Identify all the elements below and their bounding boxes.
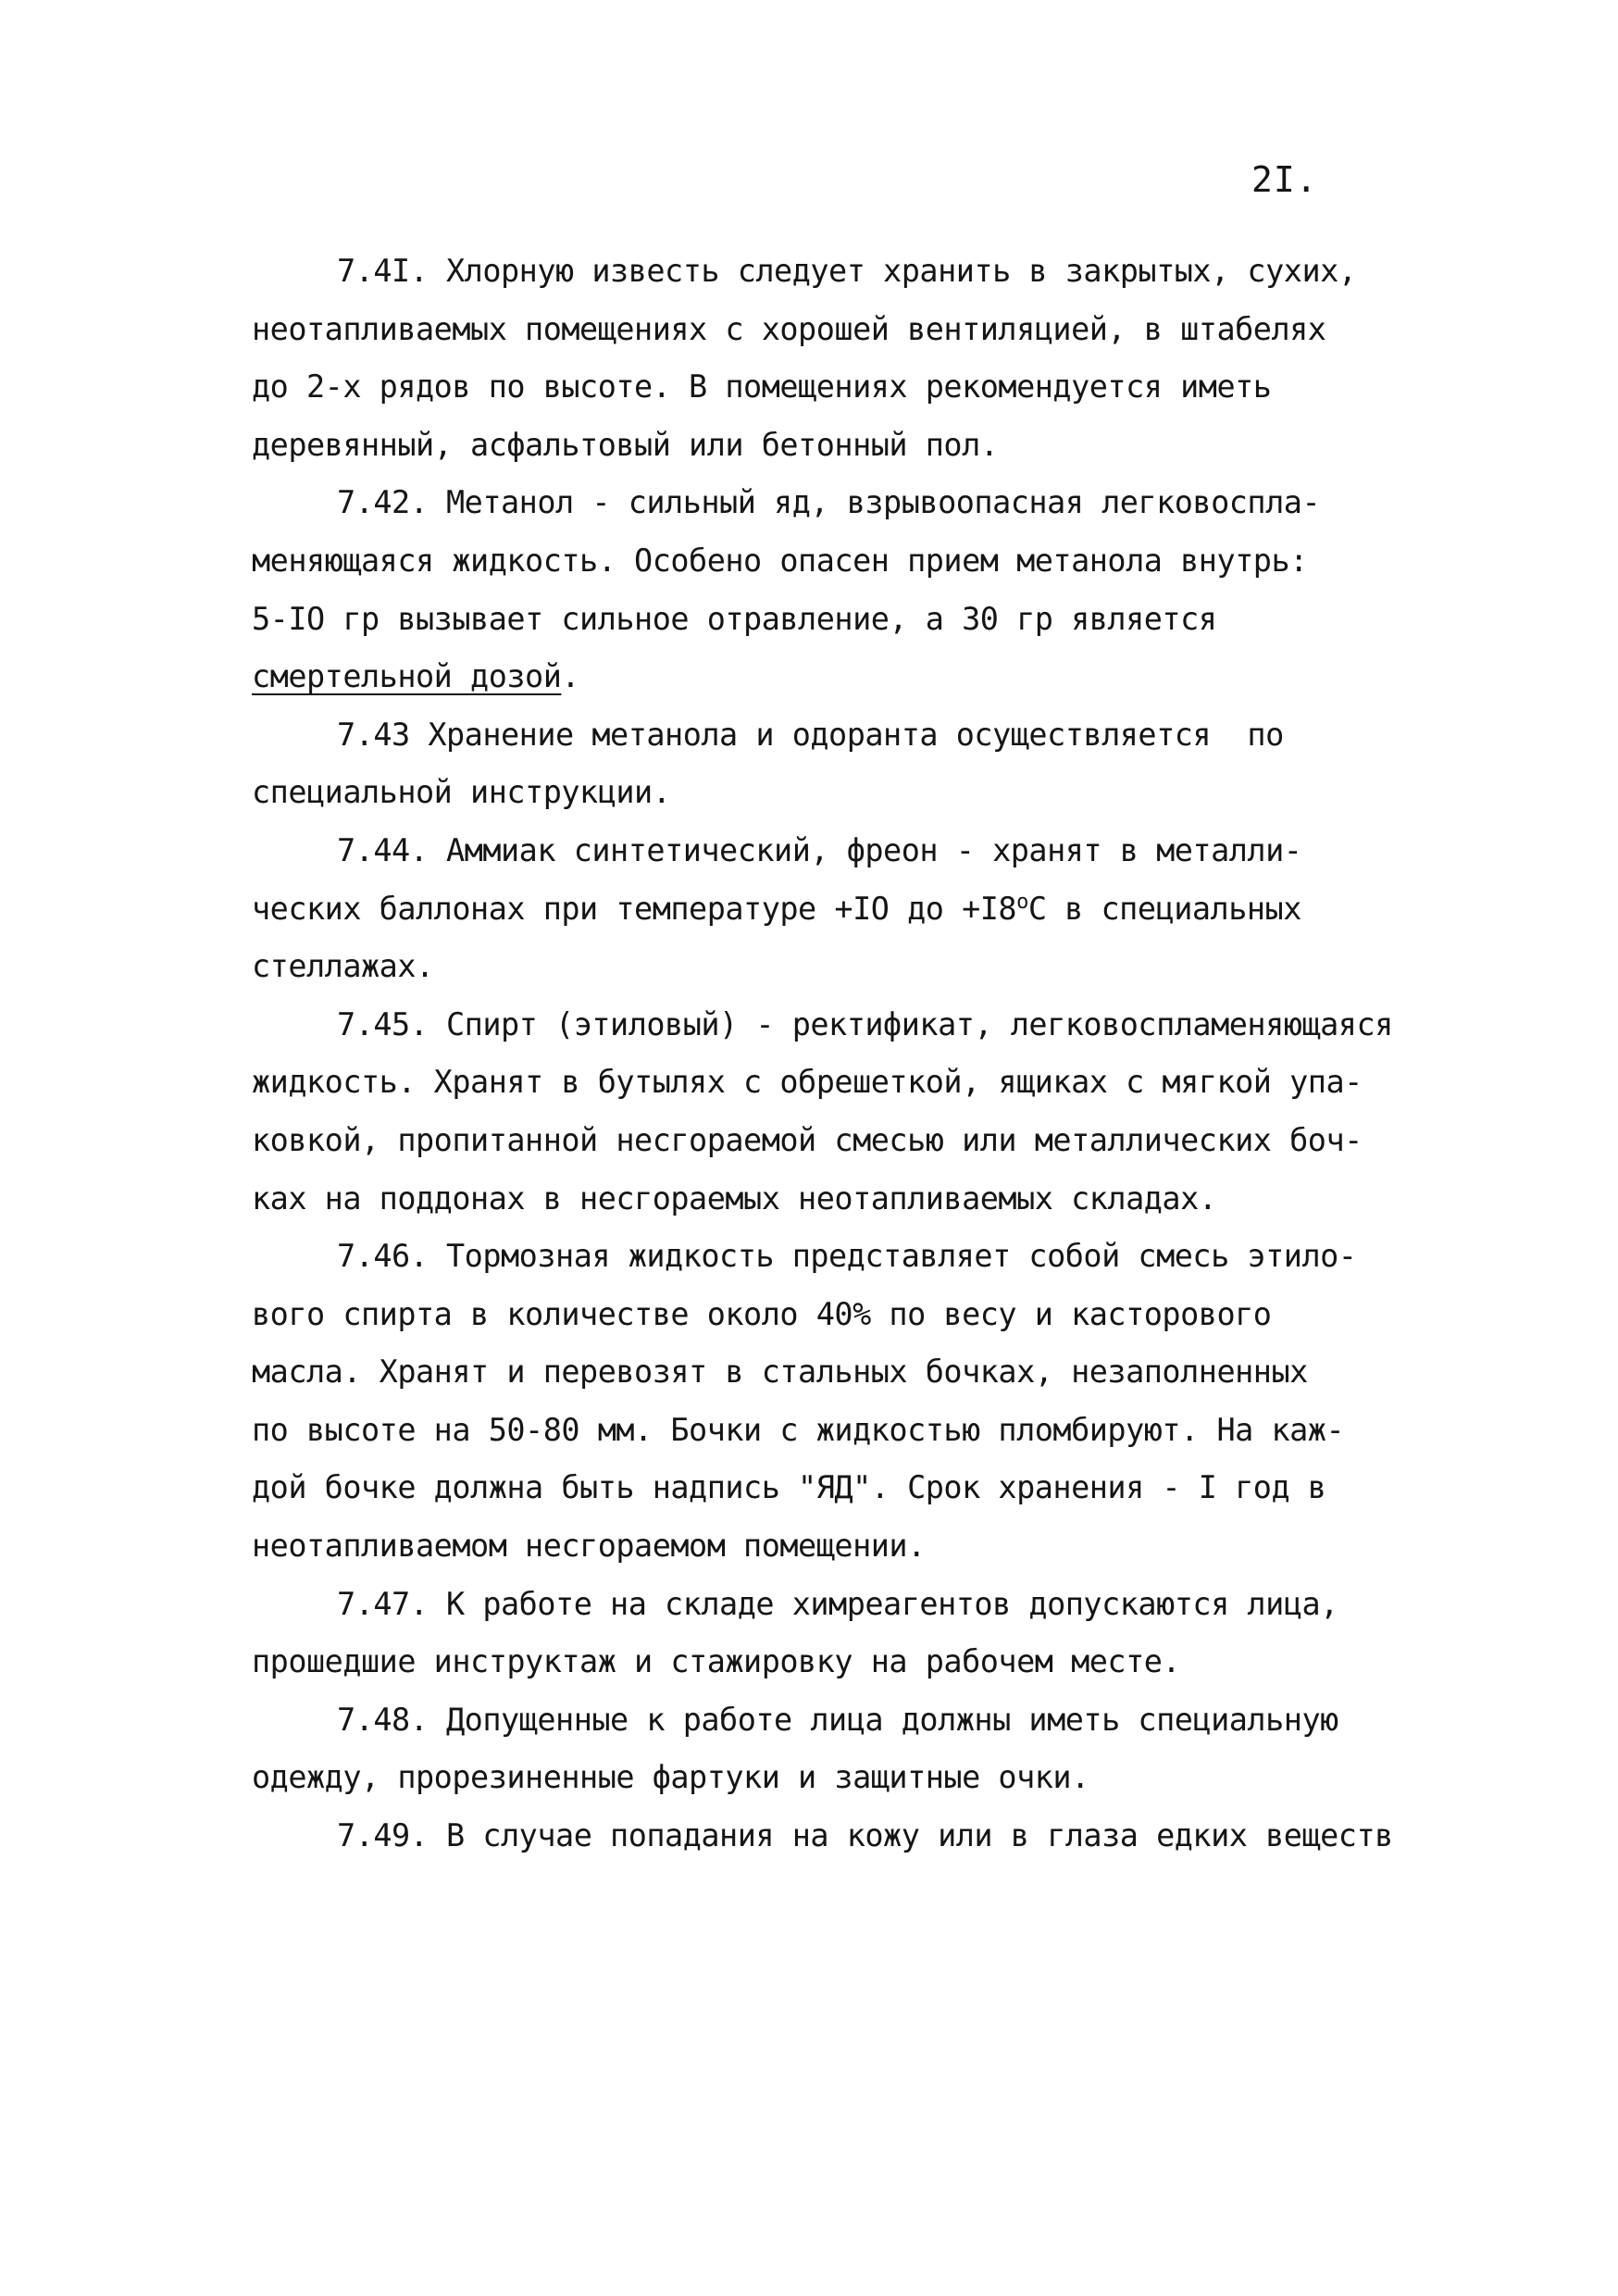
text-line: 7.42. Метанол - сильный яд, взрывоопасная легковоспла- (337, 484, 1321, 521)
text-line: 7.45. Спирт (этиловый) - ректификат, легковоспламеняющаяся (337, 1005, 1393, 1042)
text-line: вого спирта в количестве около 40% по весу и касторового (252, 1295, 1272, 1332)
text-line: по высоте на 50-80 мм. Бочки с жидкостью пломбируют. На каж- (252, 1411, 1345, 1448)
text-line (252, 880, 1400, 939)
text-line: неотапливаемом несгораемом помещении. (252, 1528, 926, 1565)
underlined-text: смертельной дозой (252, 658, 562, 695)
document-body (252, 243, 1400, 1866)
paragraph-7-46 (252, 1228, 1400, 1576)
text-line (252, 648, 1400, 706)
text-line: 7.48. Допущенные к работе лица должны иметь специальную (337, 1701, 1338, 1738)
paragraph-7-45 (252, 996, 1400, 1228)
paragraph-7-43 (252, 706, 1400, 822)
page-number: 2I. (1251, 159, 1318, 200)
text-line: 7.4I. Хлорную известь следует хранить в закрытых, сухих, (337, 253, 1357, 289)
paragraph-7-48 (252, 1691, 1400, 1807)
text-line: специальной инструкции. (252, 774, 671, 811)
text-line: 7.49. В случае попадания на кожу или в глаза едких веществ (337, 1817, 1393, 1854)
degree-superscript: о (1016, 890, 1028, 914)
text-line: масла. Хранят и перевозят в стальных бочках, незаполненных (252, 1354, 1308, 1391)
text-line: 7.47. К работе на складе химреагентов допускаются лица, (337, 1585, 1338, 1622)
paragraph-7-41 (252, 243, 1400, 474)
paragraph-7-49 (252, 1807, 1400, 1866)
text-line: ках на поддонах в несгораемых неотапливаемых складах. (252, 1179, 1217, 1217)
text-line: прошедшие инструктаж и стажировку на рабочем месте. (252, 1643, 1181, 1680)
text-line: неотапливаемых помещениях с хорошей вентиляцией, в штабелях (252, 310, 1326, 347)
text-line: меняющаяся жидкость. Особено опасен прием метанола внутрь: (252, 542, 1308, 579)
text-segment: ческих баллонах при температуре +IO до +I8 (252, 890, 1017, 927)
text-segment: С в специальных (1027, 890, 1301, 927)
text-line: до 2-х рядов по высоте. В помещениях рекомендуется иметь (252, 368, 1272, 406)
text-line: стеллажах. (252, 948, 434, 985)
text-line: 5-IO гр вызывает сильное отравление, а 30 гр является (252, 600, 1217, 637)
punctuation: . (561, 658, 580, 695)
text-line: жидкость. Хранят в бутылях с обрешеткой, ящиках с мягкой упа- (252, 1064, 1363, 1101)
text-line: одежду, прорезиненные фартуки и защитные очки. (252, 1759, 1089, 1796)
text-line: 7.44. Аммиак синтетический, фреон - хранят в металли- (337, 831, 1302, 868)
text-line: дой бочке должна быть надпись "ЯД". Срок хранения - I год в (252, 1469, 1326, 1506)
text-line: деревянный, асфальтовый или бетонный пол. (252, 426, 999, 463)
paragraph-7-44 (252, 822, 1400, 996)
text-line: ковкой, пропитанной несгораемой смесью или металлических боч- (252, 1121, 1363, 1158)
text-line: 7.43 Хранение метанола и одоранта осуществляется по (337, 716, 1284, 753)
paragraph-7-47 (252, 1576, 1400, 1691)
text-line: 7.46. Тормозная жидкость представляет собой смесь этило- (337, 1238, 1357, 1275)
paragraph-7-42 (252, 474, 1400, 705)
